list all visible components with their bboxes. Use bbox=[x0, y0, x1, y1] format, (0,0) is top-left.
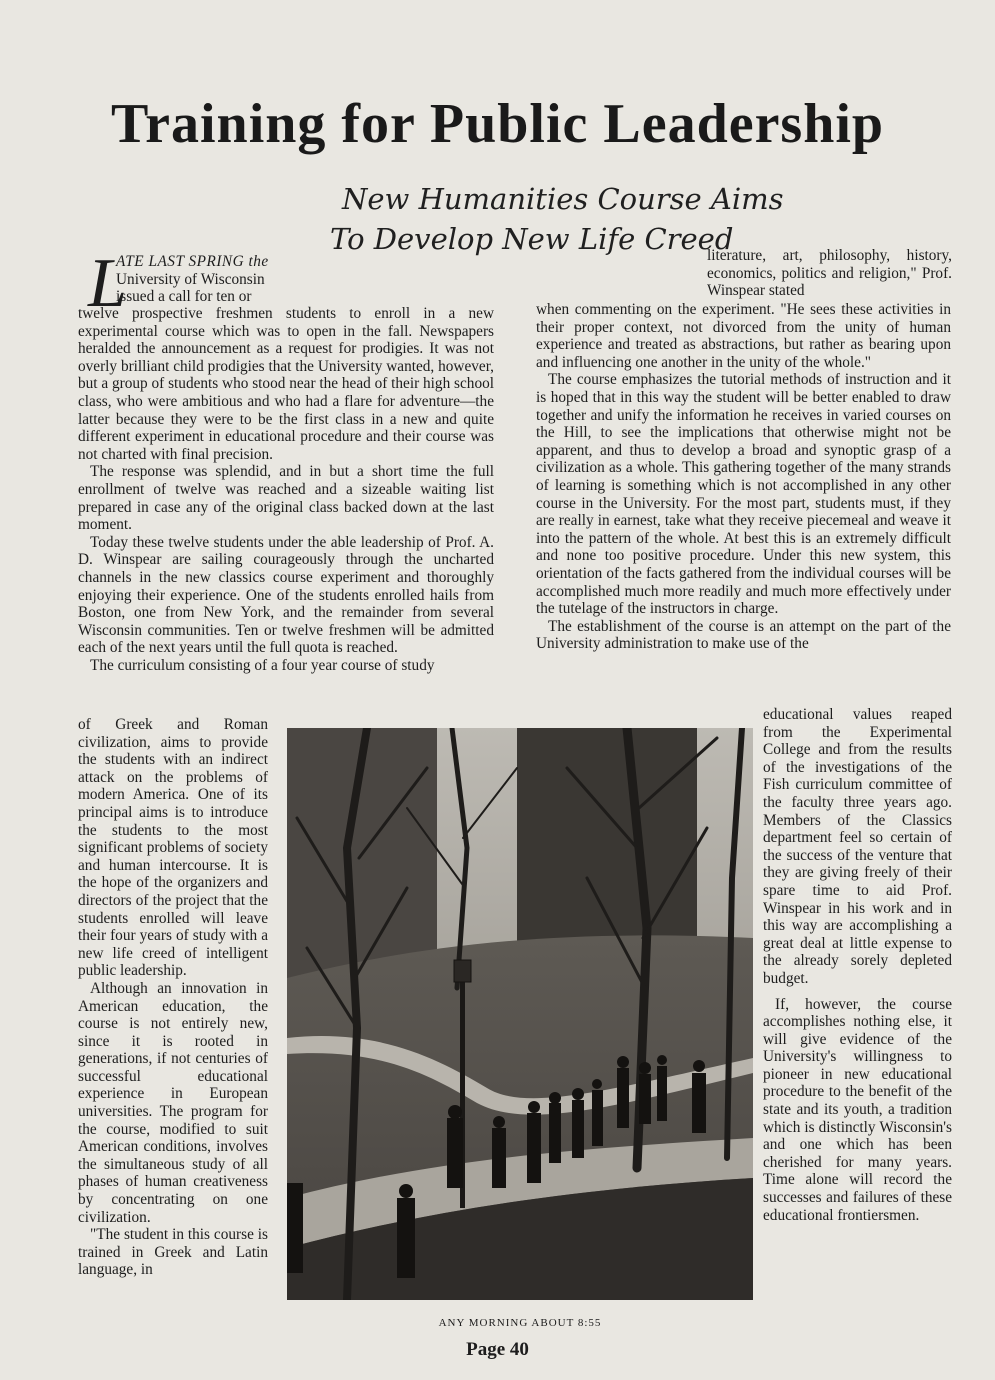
left-column-top bbox=[78, 305, 494, 674]
right-column-top bbox=[536, 301, 951, 653]
right-column-narrow bbox=[763, 706, 952, 1224]
lead-line-1: ATE LAST SPRING the bbox=[116, 253, 269, 270]
paragraph: Today these twelve students under the able leadership of Prof. A. D. Winspear are sailing courageously through the uncharted channels in the new classics course experiment and thoroughly enjoying their experience. One of the students enrolled hails from Boston, one from New York, and the remainder from several Wisconsin communities. Ten or twelve freshmen will be admitted each of the next years until the full quota is reached. bbox=[78, 533, 494, 657]
campus-photo-illustration bbox=[287, 728, 753, 1300]
photo-caption: ANY MORNING ABOUT 8:55 bbox=[438, 1317, 602, 1329]
article-title: Training for Public Leadership bbox=[110, 93, 885, 155]
paragraph: The establishment of the course is an attempt on the part of the University administration to make use of the bbox=[536, 617, 951, 653]
paragraph: The curriculum consisting of a four year course of study bbox=[90, 656, 435, 674]
paragraph: If, however, the course accomplishes nothing else, it will give evidence of the University's willingness to pioneer in new educational procedure to the benefit of the state and its youth, a tradition which is distinctly Wisconsin's and one which has been cherished for many years. Time alone will record the successes and failures of these educational frontiersmen. bbox=[763, 995, 952, 1224]
paragraph: when commenting on the experiment. "He sees these activities in their proper context, not divorced from the unity of human experience and treated as abstractions, but rather as bearing upon and influencing one another in the unity of the whole." bbox=[536, 301, 951, 371]
paragraph: of Greek and Roman civilization, aims to provide the students with an indirect attack on the problems of modern America. One of its principal aims is to introduce the students to the most significant problems of society and human intercourse. It is the hope of the organizers and directors of the project that the students enrolled will leave their four years of study with a new life creed of intelligent public leadership. bbox=[78, 716, 268, 980]
subtitle-line-2: To Develop New Life Creed bbox=[330, 222, 734, 256]
paragraph: Although an innovation in American education, the course is not entirely new, since it is rooted in generations, if not centuries of successful educational experience in European universities. The program for the course, modified to suit American conditions, involves the simultaneous study of all phases of human creativeness by concentrating on one civilization. bbox=[78, 979, 268, 1226]
paragraph: The course emphasizes the tutorial methods of instruction and it is hoped that in this way the student will be better enabled to draw together and unify the information he receives in varied courses on the Hill, to see the implications that otherwise might not be apparent, and thus to develop a broad and synoptic grasp of a civilization as a whole. This gathering together of the many strands of learning is something which is not accomplished in any other course in the University. For the most part, students must, if they are really in earnest, take what they receive piecemeal and weave it into the pattern of the whole. At best this is an extremely difficult and none too positive procedure. Under this new system, this orientation of the facts gathered from the individual courses will be accomplished much more readily and much more effectively under the tutelage of the instructors in charge. bbox=[536, 371, 951, 618]
lead-lines bbox=[116, 253, 306, 306]
lead-line-3: issued a call for ten or bbox=[116, 288, 252, 306]
paragraph: The response was splendid, and in but a short time the full enrollment of twelve was reached and a sizeable waiting list prepared in case any of the original class backed down at the last moment. bbox=[78, 463, 494, 534]
campus-photo bbox=[287, 728, 753, 1300]
subtitle-line-1: New Humanities Course Aims bbox=[342, 182, 784, 216]
paragraph: "The student in this course is trained in Greek and Latin language, in bbox=[78, 1226, 268, 1279]
drop-cap: L bbox=[88, 245, 127, 322]
page-number: Page 40 bbox=[466, 1339, 529, 1360]
left-column-narrow bbox=[78, 716, 268, 1279]
paragraph: educational values reaped from the Experimental College and from the results of the investigations of the Fish curriculum committee of the faculty three years ago. Members of the Classics department feel so certain of the success of the venture that they are giving freely of their spare time to aid Prof. Winspear in his work and in this way are accomplishing a great deal at little expense to the already sorely depleted budget. bbox=[763, 706, 952, 987]
right-column-intro: literature, art, philosophy, history, economics, politics and religion," Prof. Winspear stated bbox=[707, 247, 952, 300]
lead-line-2: University of Wisconsin bbox=[116, 270, 265, 288]
paragraph: twelve prospective freshmen students to enroll in a new experimental course which was to open in the fall. Newspapers heralded the announcement as a request for prodigies. It was not overly brilliant child prodigies that the University wanted, however, but a group of students who stood near the head of their high school class, who were ambitious and who had a flare for adventure—the latter because they were to be the first class in a new and quite different experiment in educational procedure and their course was not charted with final precision. bbox=[78, 305, 494, 463]
